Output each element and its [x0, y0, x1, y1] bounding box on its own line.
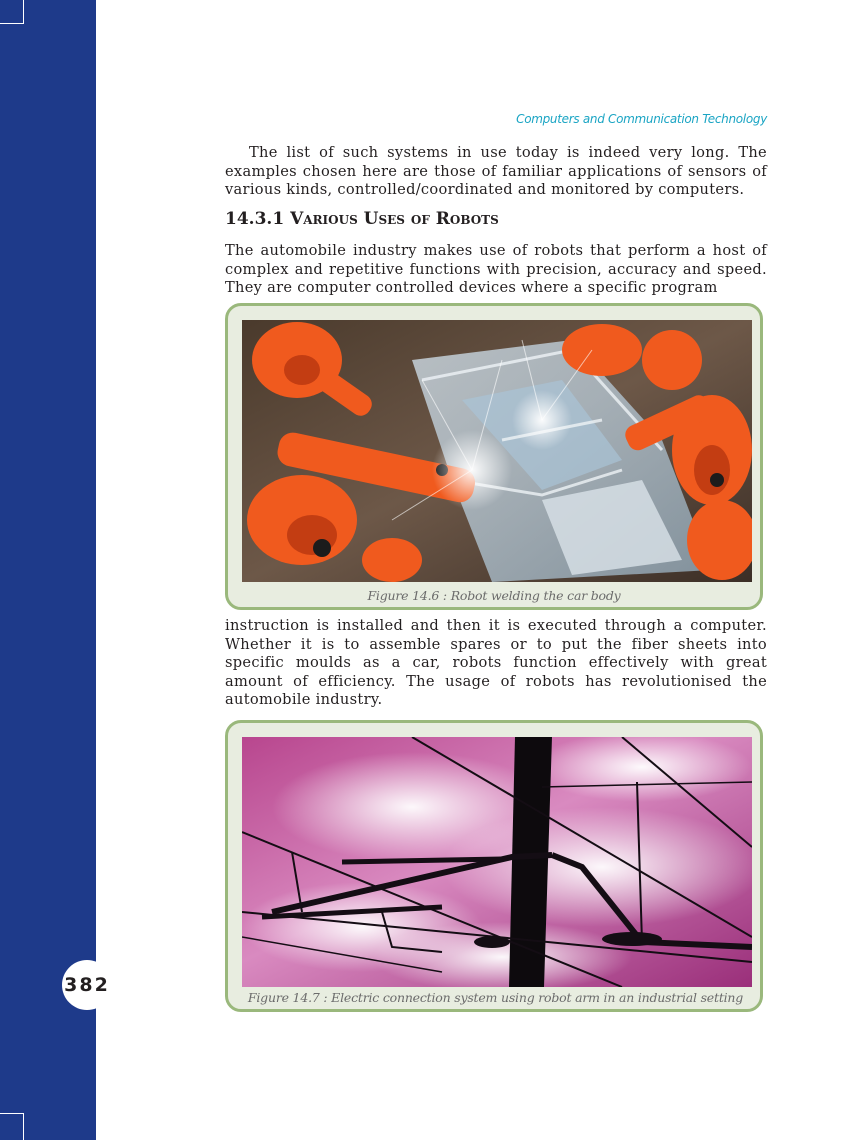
figure-14-6 — [225, 303, 763, 610]
section-number: 14.3.1 — [225, 209, 285, 229]
robots-paragraph-2: instruction is installed and then it is executed through a computer. Whether it is to assemble spares or to put the fiber sheets into specific moulds as a car, robots function effectively with great amount of efficiency. The usage of robots has revolutionised the automobile industry. — [225, 617, 767, 708]
robot-welding-photo — [242, 320, 752, 582]
intro-paragraph: The list of such systems in use today is indeed very long. The examples chosen here are those of familiar applications of sensors of various kinds, controlled/coordinated and monitored by computers. — [225, 144, 767, 198]
crop-mark-bottom — [0, 1113, 24, 1144]
robots-paragraph-1: The automobile industry makes use of robots that perform a host of complex and repetitive functions with precision, accuracy and speed. They are computer controlled devices where a specific program — [225, 242, 767, 296]
section-title: Various Uses of Robots — [290, 209, 499, 229]
overhead-wires-photo — [242, 737, 752, 987]
figure-caption: Figure 14.7 : Electric connection system using robot arm in an industrial setting — [247, 990, 744, 1005]
figure-14-7 — [225, 720, 763, 1012]
section-heading — [225, 209, 499, 229]
running-head: Computers and Communication Technology — [516, 112, 767, 126]
crop-mark-top — [0, 0, 24, 24]
figure-caption: Figure 14.6 : Robot welding the car body — [367, 588, 621, 603]
page-number: 382 — [62, 960, 112, 1010]
